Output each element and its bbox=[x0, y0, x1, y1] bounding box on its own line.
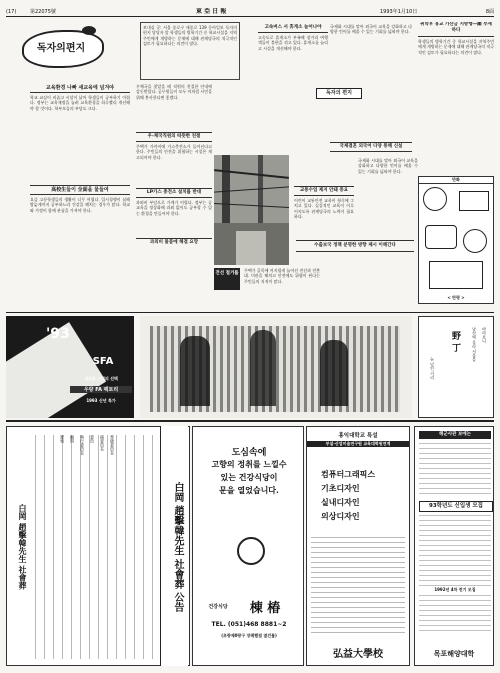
article-title: 우-체국직원의 따뜻한 친절 bbox=[136, 132, 212, 142]
article-body: 과외비 부담으로 가계가 어렵다. 정부는 공교육을 정상화해 과외 없이도 공부할 수 있는 환경을 만들어야 한다. bbox=[136, 200, 212, 216]
restaurant-tel: TEL. (051)468 8881~2 bbox=[211, 621, 287, 628]
obituary-title: 白岡 趙擊韓先生 社會葬 公告 bbox=[172, 481, 183, 613]
restaurant-address: (초량제0랑구 장례했점 옆건물) bbox=[221, 633, 277, 638]
article-title: 고속버스 서 휴게소 늘어나야 bbox=[258, 24, 328, 33]
article-title: 수출보국 정책 분명한 방향 제시 이해간다 bbox=[296, 240, 414, 252]
restaurant-headline-2: 고향의 정취를 느낄수 bbox=[211, 459, 287, 469]
article-title: 교통수업 제지 안돼 중요 bbox=[294, 186, 354, 196]
obituary-role: 顧問 bbox=[70, 435, 75, 443]
masthead-left: (17) bbox=[6, 9, 17, 15]
hongik-top: 홍익대학교 특설 bbox=[338, 433, 378, 439]
hongik-subtitle: 부설·산업미술연구원 교육대학원연계 bbox=[307, 441, 409, 447]
mokpo-title: 93학년도 신입생 모집 bbox=[419, 501, 493, 512]
article-body: 국제화 시대를 맞아 외국어 교육을 강화하고 다양한 언어를 배울 수 있는 기회를 넓혀야 한다. bbox=[330, 24, 412, 35]
article-body: 요즘 고등학생들의 생활이 너무 어렵다. 입시경쟁이 심해 밤늦게까지 공부하느라 건강을 해치는 경우가 많다. 학교와 가정이 함께 관심을 가져야 한다. bbox=[30, 197, 130, 213]
poetry-title: 野 丁 bbox=[450, 331, 460, 353]
letters-logo-text: 독자의편지 bbox=[36, 43, 86, 54]
hongik-ad bbox=[306, 426, 410, 666]
article-body: 국제화 시대를 맞아 외국어 교육을 강화하고 다양한 언어를 배울 수 있는 기회를 넓혀야 한다. bbox=[358, 158, 418, 174]
cartoon-title: 만화 bbox=[419, 177, 493, 184]
sfa-line-3: 1993 신년 특가 bbox=[86, 398, 116, 403]
photo-caption-text: 주택가 골목에 어지럽게 늘어선 전선과 전봇대. 미관을 해치고 안전에도 위협이 된다는 주민들의 지적이 많다. bbox=[244, 268, 320, 284]
street-photo bbox=[214, 155, 289, 265]
hongik-logo: 弘益大學校 bbox=[333, 649, 383, 660]
article-body: 어린이 교통안전 교육이 형식에 그치고 있다. 실질적인 교육이 이루어지도록 관계당국의 노력이 필요하다. bbox=[294, 198, 354, 219]
sfa-line-1: 새로운 시대의 선택 bbox=[84, 376, 118, 381]
mokpo-top: 해군사관 보에는 bbox=[419, 431, 491, 439]
letters-intro: 보내실 곳: 서울 종로구 세종로 139 동아일보 독자의 편지 담당자 앞 학생들의 방학기간 중 학교시설을 지역주민에게 개방하는 문제에 대해 관계당국의 적극적인 검토가 필요하다는 의견이 많다. bbox=[140, 22, 240, 80]
mokpo-logo: 목포해양대학 bbox=[433, 650, 475, 658]
right-title: 취학후 휴교 가산금 지방행―團 부재하다 bbox=[418, 22, 494, 37]
article-title: LP가스 충전소 설치를 반대 bbox=[136, 188, 212, 198]
letters-right-col bbox=[418, 22, 494, 174]
letters-col-1 bbox=[30, 84, 130, 308]
course-2: 기초디자인 bbox=[321, 484, 360, 493]
restaurant-name-label: 건강식당 bbox=[208, 604, 228, 610]
cartoon-caption: < 만평 > bbox=[447, 295, 465, 300]
article-body: 우체국을 찾았을 때 직원의 친절한 안내에 감동받았다. 공무원들이 모두 이처럼 시민을 위해 봉사한다면 좋겠다. bbox=[136, 84, 212, 100]
article-title: 과외비 물품에 해결 요망 bbox=[136, 238, 212, 247]
obituary-name-vertical: 白岡 趙擊韓先生 社會葬 bbox=[18, 504, 28, 590]
obituary-role: 委員 bbox=[90, 435, 95, 443]
crowd-illustration bbox=[140, 316, 412, 418]
restaurant-headline-3: 있는 건강식당이 bbox=[220, 472, 278, 482]
article-title: 국제결혼 외국어 다양 통해 신설 bbox=[330, 142, 412, 152]
sfa-badge: '93 bbox=[46, 326, 70, 342]
course-1: 컴퓨터그래픽스 bbox=[321, 470, 376, 479]
restaurant-headline-4: 문을 열었습니다. bbox=[219, 485, 279, 495]
letters-col-5 bbox=[330, 24, 412, 154]
restaurant-ad bbox=[192, 426, 304, 666]
mokpo-subtitle: 1992년 4차 전기 모집 bbox=[419, 587, 491, 593]
poetry-box bbox=[418, 316, 494, 418]
obituary-role: 副委員長 bbox=[100, 435, 105, 451]
cartoon-panel bbox=[418, 176, 494, 304]
obituary-role: 執行委員長 bbox=[80, 435, 85, 455]
article-body: 학교 교실이 비좁고 시설이 낡아 학생들이 공부하기 어렵다. 정부는 교육재정을 늘려 교육환경을 하루빨리 개선해야 할 것이다. 학부모들의 부담도 크다. bbox=[30, 95, 130, 111]
poetry-line: 남산에 올라 서울을 bbox=[472, 327, 477, 362]
obituary-title-band bbox=[160, 426, 188, 666]
sfa-line-2: 우량 FA 팩토리 bbox=[70, 386, 132, 393]
tag-box: 독자의 편지 bbox=[316, 88, 362, 99]
article-title: 高校生들이 全面을 물들여 bbox=[30, 185, 130, 195]
letters-col-7 bbox=[358, 158, 418, 308]
letters-col-2 bbox=[136, 84, 212, 308]
masthead bbox=[6, 8, 494, 17]
page-number: 8面 bbox=[485, 9, 494, 15]
issue-date: 1993年1月10日 bbox=[380, 9, 418, 15]
right-body: 학생들의 방학기간 중 학교시설을 지역주민에게 개방하는 문제에 대해 관계당국의 적극적인 검토가 필요하다는 의견이 많다. bbox=[418, 39, 494, 55]
letters-logo bbox=[20, 22, 104, 70]
issue-number: 第22075號 bbox=[30, 9, 56, 15]
poetry-line: 바라보니 bbox=[482, 327, 487, 343]
course-3: 실내디자인 bbox=[321, 498, 360, 507]
sfa-title: SFA bbox=[92, 356, 114, 367]
obituary-role: 葬儀委員長 bbox=[110, 435, 115, 455]
article-body: 고속도로 휴게소가 부족해 장거리 여행객들이 불편을 겪고 있다. 휴게소를 늘리고 시설을 개선해야 한다. bbox=[258, 35, 328, 51]
article-body: 주택가 가까이에 가스충전소가 들어선다고 한다. 주민들의 안전을 위협하는 시설은 재고되어야 한다. bbox=[136, 144, 212, 160]
course-4: 의상디자인 bbox=[321, 512, 360, 521]
paper-name: 東 亞 日 報 bbox=[196, 8, 227, 15]
sfa-ad bbox=[6, 316, 134, 418]
restaurant-name: 棟 椿 bbox=[249, 601, 281, 616]
letters-col-6 bbox=[294, 158, 354, 308]
obituary-role: 護喪 bbox=[60, 435, 65, 443]
restaurant-headline-1: 도심속에 bbox=[231, 448, 267, 458]
letters-band bbox=[296, 240, 414, 252]
poetry-line: 눈 덮인 거리 bbox=[430, 357, 435, 380]
mokpo-ad bbox=[414, 426, 494, 666]
article-title: 교육환경 나빠 새교육에 넘겨야 bbox=[30, 84, 130, 93]
photo-caption-title: 전선 철거를 bbox=[214, 268, 240, 290]
